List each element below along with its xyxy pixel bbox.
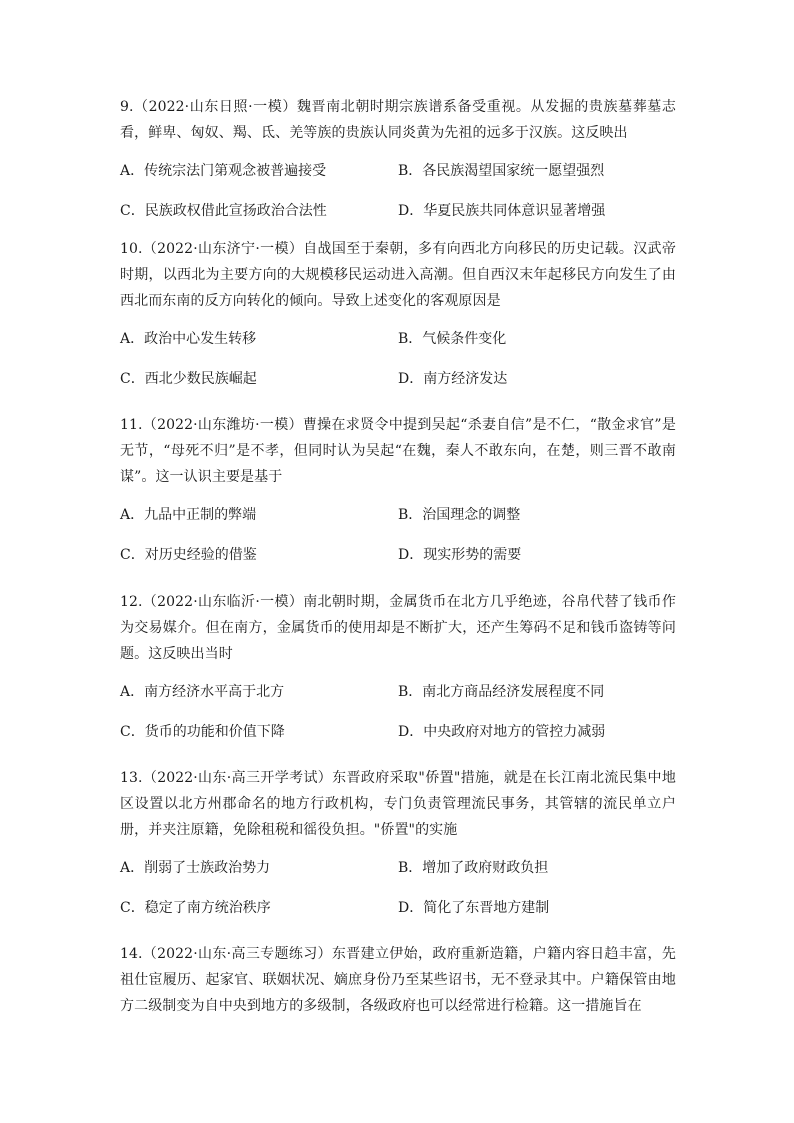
option-d: D．南方经济发达	[398, 371, 508, 387]
question-12	[120, 589, 676, 745]
option-c: C．西北少数民族崛起	[120, 371, 257, 387]
question-stem: 10.（2022·山东济宁·一模）自战国至于秦朝，多有向西北方向移民的历史记载。汉武帝时期，以西北为主要方向的大规模移民运动进入高潮。但自西汉末年起移民方向发生了由西北而东南的反方向转化的倾向。导致上述变化的客观原因是	[120, 241, 676, 309]
option-c: C．稳定了南方统治秩序	[120, 900, 271, 916]
question-stem: 11.（2022·山东潍坊·一模）曹操在求贤令中提到吴起“杀妻自信”是不仁，“散金求官”是无节，“母死不归”是不孝，但同时认为吴起“在魏，秦人不敢东向，在楚，则三晋不敢南谋”。这一认识主要是基于	[120, 417, 676, 485]
option-b: B．南北方商品经济发展程度不同	[398, 684, 605, 700]
option-b: B．气候条件变化	[398, 331, 507, 347]
option-grid	[120, 326, 676, 392]
question-stem: 9.（2022·山东日照·一模）魏晋南北朝时期宗族谱系备受重视。从发掘的贵族墓葬墓志看，鲜卑、匈奴、羯、氐、羌等族的贵族认同炎黄为先祖的远多于汉族。这反映出	[120, 99, 676, 141]
question-stem: 13.（2022·山东·高三开学考试）东晋政府采取"侨置"措施，就是在长江南北流民集中地区设置以北方州郡命名的地方行政机构，专门负责管理流民事务，其管辖的流民单立户册，并夹注原籍，免除租税和徭役负担。"侨置"的实施	[120, 770, 676, 838]
question-13	[120, 765, 676, 921]
question-stem: 12.（2022·山东临沂·一模）南北朝时期，金属货币在北方几乎绝迹，谷帛代替了钱币作为交易媒介。但在南方，金属货币的使用却是不断扩大，还产生筹码不足和钱币盗铸等问题。这反映出当时	[120, 594, 676, 662]
option-b: B．增加了政府财政负担	[398, 860, 549, 876]
option-c: C．民族政权借此宣扬政治合法性	[120, 203, 327, 219]
option-a: A．政治中心发生转移	[120, 331, 257, 347]
option-c: C．货币的功能和价值下降	[120, 724, 285, 740]
option-b: B．各民族渴望国家统一愿望强烈	[398, 163, 605, 179]
option-d: D．中央政府对地方的管控力减弱	[398, 724, 606, 740]
option-d: D．现实形势的需要	[398, 547, 522, 563]
option-grid	[120, 679, 676, 745]
question-11	[120, 412, 676, 568]
option-a: A．传统宗法门第观念被普遍接受	[120, 163, 327, 179]
question-14	[120, 941, 676, 1019]
option-a: A．削弱了士族政治势力	[120, 860, 271, 876]
option-d: D．华夏民族共同体意识显著增强	[398, 203, 606, 219]
question-9	[120, 94, 676, 224]
option-b: B．治国理念的调整	[398, 507, 521, 523]
option-grid	[120, 502, 676, 568]
option-grid	[120, 855, 676, 921]
question-stem: 14.（2022·山东·高三专题练习）东晋建立伊始，政府重新造籍，户籍内容日趋丰富，先祖仕宦履历、起家官、联姻状况、嫡庶身份乃至某些诏书，无不登录其中。户籍保管由地方二级制变为自中央到地方的多级制，各级政府也可以经常进行检籍。这一措施旨在	[120, 946, 676, 1014]
option-c: C．对历史经验的借鉴	[120, 547, 257, 563]
option-grid	[120, 158, 676, 224]
option-a: A．南方经济水平高于北方	[120, 684, 285, 700]
option-a: A．九品中正制的弊端	[120, 507, 257, 523]
option-d: D．简化了东晋地方建制	[398, 900, 550, 916]
question-10	[120, 236, 676, 392]
